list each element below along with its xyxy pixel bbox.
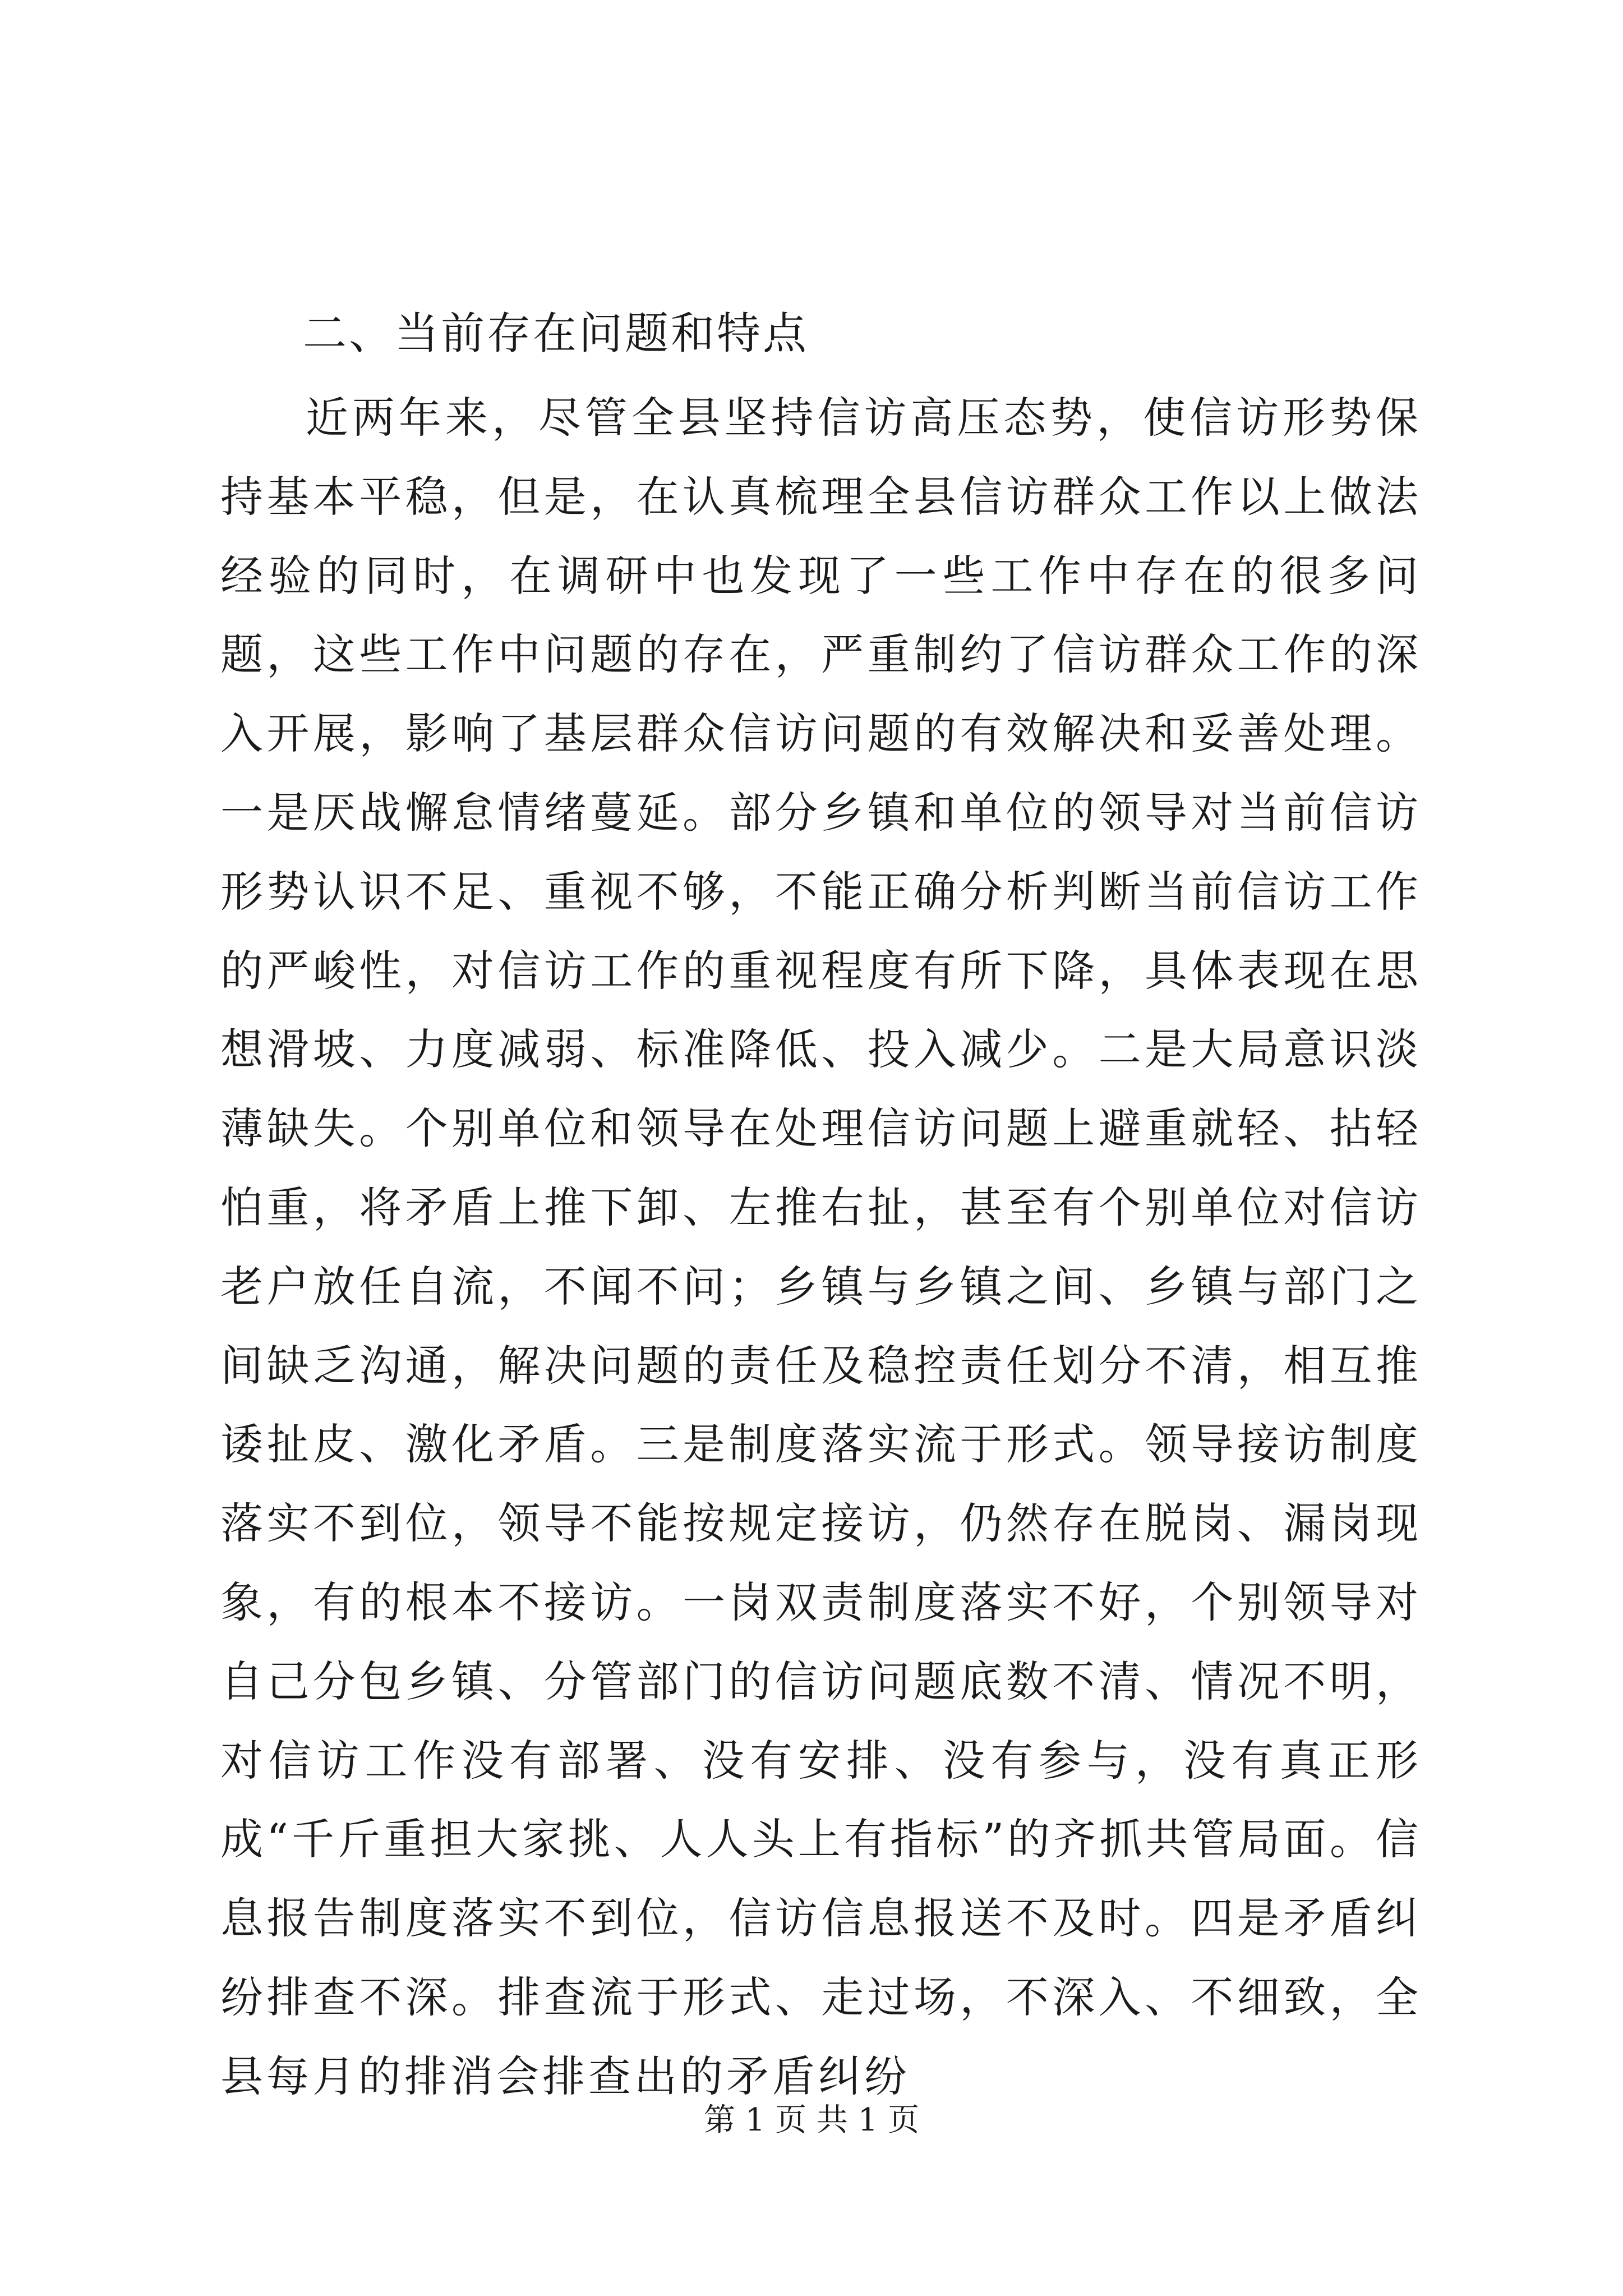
page-footer: 第 1 页 共 1 页 [703, 2102, 920, 2138]
section-heading: 二、当前存在问题和特点 [303, 309, 809, 359]
body-paragraph: 近两年来，尽管全县坚持信访高压态势，使信访形势保持基本平稳，但是，在认真梳理全县信访群众工作以上做法经验的同时，在调研中也发现了一些工作中存在的很多问题，这些工作中问题的存在，严重制约了信访群众工作的深入开展，影响了基层群众信访问题的有效解决和妥善处理。一是厌战懈怠情绪蔓延。部分乡镇和单位的领导对当前信访形势认识不足、重视不够，不能正确分析判断当前信访工作的严峻性，对信访工作的重视程度有所下降，具体表现在思想滑坡、力度减弱、标准降低、投入减少。二是大局意识淡薄缺失。个别单位和领导在处理信访问题上避重就轻、拈轻怕重，将矛盾上推下卸、左推右扯，甚至有个别单位对信访老户放任自流，不闻不问；乡镇与乡镇之间、乡镇与部门之间缺乏沟通，解决问题的责任及稳控责任划分不清，相互推诿扯皮、激化矛盾。三是制度落实流于形式。领导接访制度落实不到位，领导不能按规定接访，仍然存在脱岗、漏岗现象，有的根本不接访。一岗双责制度落实不好，个别领导对自己分包乡镇、分管部门的信访问题底数不清、情况不明，对信访工作没有部署、没有安排、没有参与，没有真正形成“千斤重担大家挑、人人头上有指标”的齐抓共管局面。信息报告制度落实不到位，信访信息报送不及时。四是矛盾纠纷排查不深。排查流于形式、走过场，不深入、不细致，全县每月的排消会排查出的矛盾纠纷 [220, 393, 1422, 2101]
